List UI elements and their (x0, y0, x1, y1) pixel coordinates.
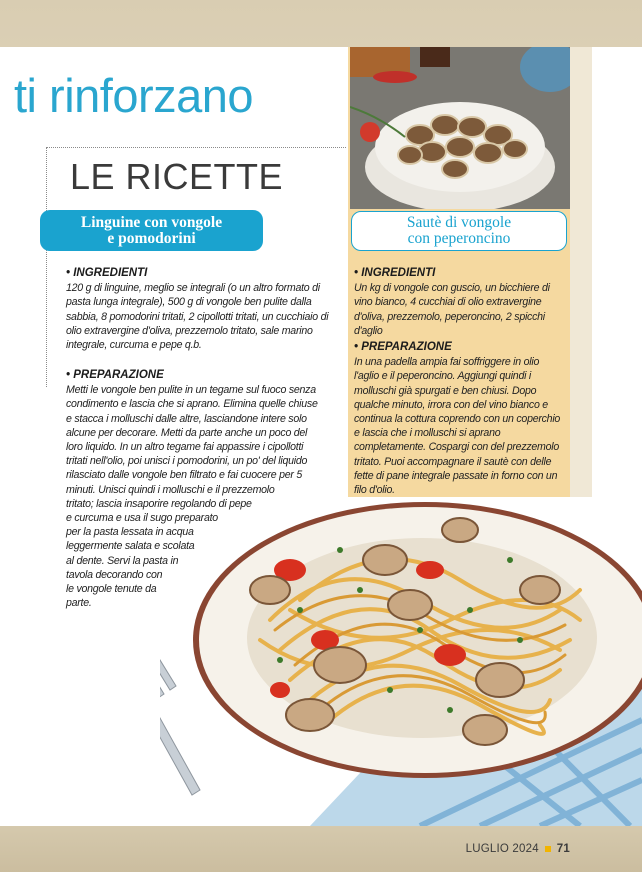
clams-bowl-photo (350, 47, 570, 209)
recipe2-ingredients-heading: • INGREDIENTI (354, 267, 436, 279)
preparation-line: alcune per decorare. Metti da parte anche un poco del (66, 426, 308, 439)
preparation-line: Metti le vongole ben pulite in un tegame sul fuoco senza (66, 384, 316, 397)
preparation-line: parte. (66, 597, 92, 610)
recipe2-preparation-heading: • PREPARAZIONE (354, 341, 452, 353)
recipe2-title-badge (351, 211, 567, 251)
recipe1-ingredients-text: 120 g di linguine, meglio se integrali (o un altro formato di pasta lunga integrale), 500 g di vongole ben pulite dalla sabbia, 8 pomodorini tritati, 2 cipollotti tritati, un cucchiaio di olio extravergine d'oliva, prezzemolo tritato, sale marino integrale, curcuma e pepe q.b. (66, 282, 329, 352)
clams-bowl-illustration (350, 47, 570, 209)
recipe2-ingredients-text: Un kg di vongole con guscio, un bicchiere di vino bianco, 4 cucchiai di olio extravergine d'oliva, prezzemolo, peperoncino, 2 spicchi d'aglio (354, 282, 550, 337)
pasta-dish-photo (160, 490, 642, 826)
recipe1-title-badge (40, 210, 263, 251)
recipe2-preparation-text: In una padella ampia fai soffriggere in olio l'aglio e il peperoncino. Aggiungi quindi i molluschi già spurgati e ben chiusi. Dopo qualche minuto, irrora con del vino bianco e continua la cottura coprendo con un coperchio e lascia che i molluschi si aprano completamente. Cospargi con del prezzemolo tritato. Puoi accompagnare il sautè con delle fette di pane integrale passate in forno con un filo d'olio. (354, 356, 561, 497)
recipe2-preparation (354, 340, 566, 505)
page-number: 71 (556, 843, 570, 855)
right-edge-strip (570, 47, 592, 497)
preparation-line: e curcuma e usa il sugo preparato (66, 512, 218, 525)
dotted-frame-top (46, 147, 346, 148)
recipe2-title: Sautè di vongole con peperoncino (406, 214, 512, 247)
dotted-frame-left (46, 147, 47, 387)
fork (160, 634, 200, 795)
preparation-line: minuti. Unisci quindi i molluschi e il prezzemolo (66, 483, 275, 496)
recipe1-ingredients-heading: • INGREDIENTI (66, 267, 148, 279)
pasta-plate-illustration (160, 490, 642, 826)
preparation-line: e stacca i molluschi dalle altre, lasciandone intere solo (66, 412, 307, 425)
preparation-line: tavola decorando con (66, 568, 163, 581)
recipe1-title: Linguine con vongole e pomodorini (80, 213, 223, 247)
preparation-line: al dente. Servi la pasta in (66, 554, 179, 567)
footer-square-icon (545, 846, 551, 852)
headline: ti rinforzano (14, 69, 254, 122)
section-title: LE RICETTE (70, 156, 284, 197)
recipe1-ingredients (66, 266, 338, 360)
issue-date: LUGLIO 2024 (465, 843, 539, 855)
preparation-line: leggermente salata e scolata (66, 540, 195, 553)
preparation-line: per la pasta lessata in acqua (66, 526, 194, 539)
preparation-line: condimento e lascia che si aprano. Elimina quelle chiuse (66, 398, 318, 411)
recipe1-preparation-heading: • PREPARAZIONE (66, 369, 164, 381)
preparation-line: le vongole tenute da (66, 583, 157, 596)
recipe2-ingredients (354, 266, 566, 346)
preparation-line: tritato; lascia insaporire regolando di pepe (66, 497, 252, 510)
preparation-line: loro liquido. In un altro tegame fai appassire i cipollotti (66, 441, 304, 454)
footer (466, 843, 570, 855)
preparation-line: tritati nell'olio, poi unisci i pomodorini, un po' del liquido (66, 455, 308, 468)
preparation-line: rilasciato dalle vongole ben filtrato e fai cuocere per 5 (66, 469, 303, 482)
